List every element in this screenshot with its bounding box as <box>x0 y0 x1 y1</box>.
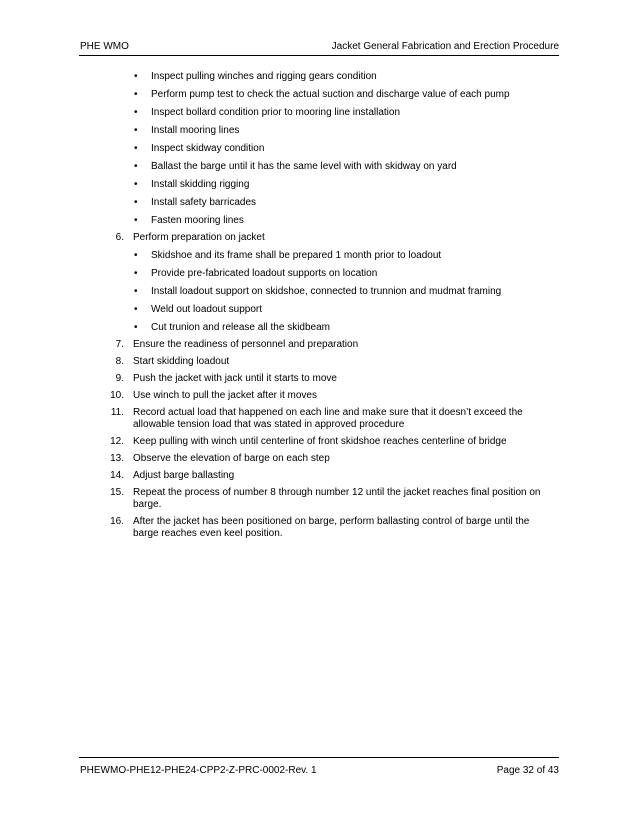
page-number: Page 32 of 43 <box>496 765 559 776</box>
step-number: 12. <box>110 436 124 447</box>
step-number: 10. <box>110 390 124 401</box>
bullet-dot: • <box>134 304 138 315</box>
bullet-dot: • <box>134 197 138 208</box>
list-item-text: Inspect skidway condition <box>151 143 265 154</box>
step-text: Start skidding loadout <box>133 356 230 367</box>
step-text: Use winch to pull the jacket after it moves <box>133 390 317 401</box>
step-number: 11. <box>110 407 124 418</box>
list-item-text: Fasten mooring lines <box>151 215 244 226</box>
bullet-dot: • <box>134 89 138 100</box>
document-number: PHEWMO-PHE12-PHE24-CPP2-Z-PRC-0002-Rev. 1 <box>80 765 317 776</box>
bullet-dot: • <box>134 143 138 154</box>
step-number: 16. <box>110 516 124 527</box>
step-text: Adjust barge ballasting <box>133 470 235 481</box>
list-item-text: Skidshoe and its frame shall be prepared 1 month prior to loadout <box>151 250 442 261</box>
step-text: Record actual load that happened on each line and make sure that it doesn’t exceed the allowable tension load that was stated in approved procedure <box>133 407 523 430</box>
step-number: 15. <box>110 487 124 498</box>
list-item-text: Inspect bollard condition prior to mooring line installation <box>151 107 401 118</box>
header-right-text: Jacket General Fabrication and Erection Procedure <box>331 41 559 52</box>
step-text: Push the jacket with jack until it starts to move <box>133 373 337 384</box>
header-left-text: PHE WMO <box>80 41 129 52</box>
step-text: Keep pulling with winch until centerline of front skidshoe reaches centerline of bridge <box>133 436 507 447</box>
footer-rule <box>79 757 559 758</box>
step-number: 8. <box>115 356 124 367</box>
bullet-dot: • <box>134 179 138 190</box>
step-text: After the jacket has been positioned on barge, perform ballasting control of barge until the barge reaches even keel position. <box>133 516 530 539</box>
list-item-text: Weld out loadout support <box>151 304 263 315</box>
list-item-text: Ballast the barge until it has the same level with with skidway on yard <box>151 161 457 172</box>
bullet-dot: • <box>134 125 138 136</box>
list-item-text: Install safety barricades <box>151 197 257 208</box>
list-item-text: Inspect pulling winches and rigging gears condition <box>151 71 377 82</box>
list-item-text: Perform pump test to check the actual suction and discharge value of each pump <box>151 89 510 100</box>
list-item-text: Install loadout support on skidshoe, connected to trunnion and mudmat framing <box>151 286 502 297</box>
list-item-text: Cut trunion and release all the skidbeam <box>151 322 330 333</box>
bullet-dot: • <box>134 215 138 226</box>
header-rule <box>79 55 559 56</box>
bullet-dot: • <box>134 322 138 333</box>
step-text: Observe the elevation of barge on each step <box>133 453 330 464</box>
bullet-dot: • <box>134 107 138 118</box>
list-item-text: Install skidding rigging <box>151 179 250 190</box>
list-item-text: Provide pre-fabricated loadout supports on location <box>151 268 378 279</box>
bullet-dot: • <box>134 71 138 82</box>
bullet-dot: • <box>134 286 138 297</box>
step-text: Repeat the process of number 8 through number 12 until the jacket reaches final position on barge. <box>133 487 541 510</box>
step-number: 14. <box>110 470 124 481</box>
step-text: Ensure the readiness of personnel and preparation <box>133 339 359 350</box>
step-number: 7. <box>115 339 124 350</box>
step-number: 13. <box>110 453 124 464</box>
bullet-dot: • <box>134 268 138 279</box>
bullet-dot: • <box>134 161 138 172</box>
list-item-text: Install mooring lines <box>151 125 240 136</box>
bullet-dot: • <box>134 250 138 261</box>
step-text: Perform preparation on jacket <box>133 232 265 243</box>
step-number: 6. <box>115 232 124 243</box>
step-number: 9. <box>115 373 124 384</box>
